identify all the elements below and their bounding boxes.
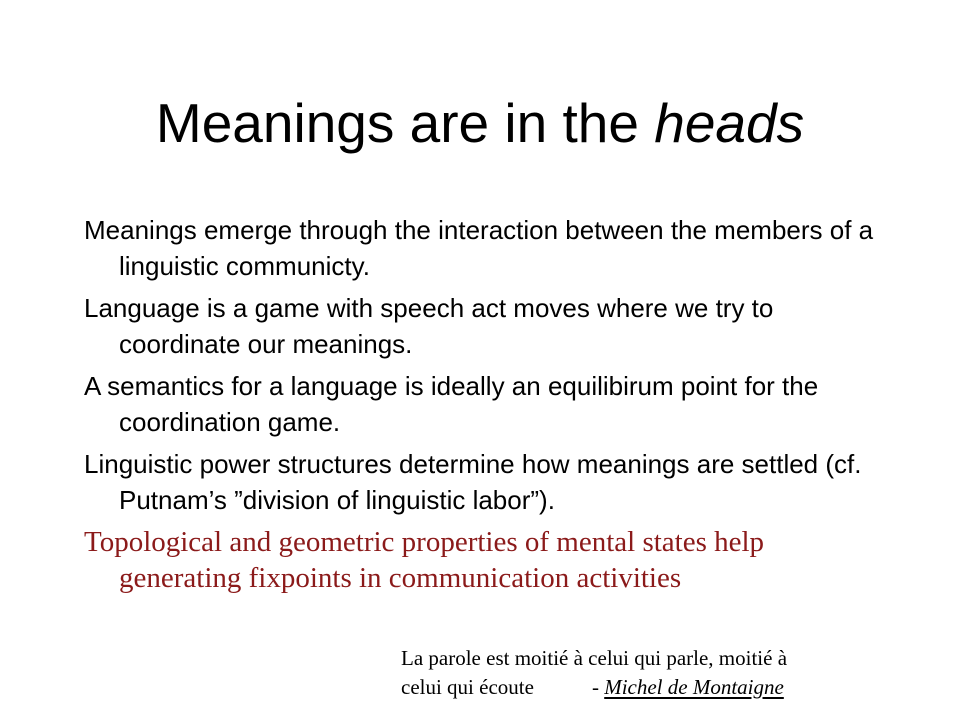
quote-line-2-text: celui qui écoute xyxy=(401,675,534,699)
body-paragraph-3: A semantics for a language is ideally an equilibirum point for the coordination game. xyxy=(84,371,819,437)
quote xyxy=(401,644,901,702)
slide-title xyxy=(0,88,960,158)
body-paragraph-4: Linguistic power structures determine how meanings are settled (cf. Putnam’s ”division of linguistic labor”). xyxy=(84,449,862,515)
slide-body xyxy=(84,212,884,602)
quote-line-2 xyxy=(401,673,901,702)
quote-line-1: La parole est moitié à celui qui parle, moitié à xyxy=(401,646,788,670)
slide-title-text: Meanings are in the xyxy=(155,92,655,154)
quote-author: Michel de Montaigne xyxy=(604,675,784,699)
slide-title-emphasis: heads xyxy=(654,92,805,154)
quote-dash: - xyxy=(591,675,605,699)
highlight-paragraph: Topological and geometric properties of mental states help generating fixpoints in communication activities xyxy=(84,526,765,594)
body-paragraph-2: Language is a game with speech act moves where we try to coordinate our meanings. xyxy=(84,293,774,359)
body-paragraph-1: Meanings emerge through the interaction between the members of a linguistic communicty. xyxy=(84,215,874,281)
